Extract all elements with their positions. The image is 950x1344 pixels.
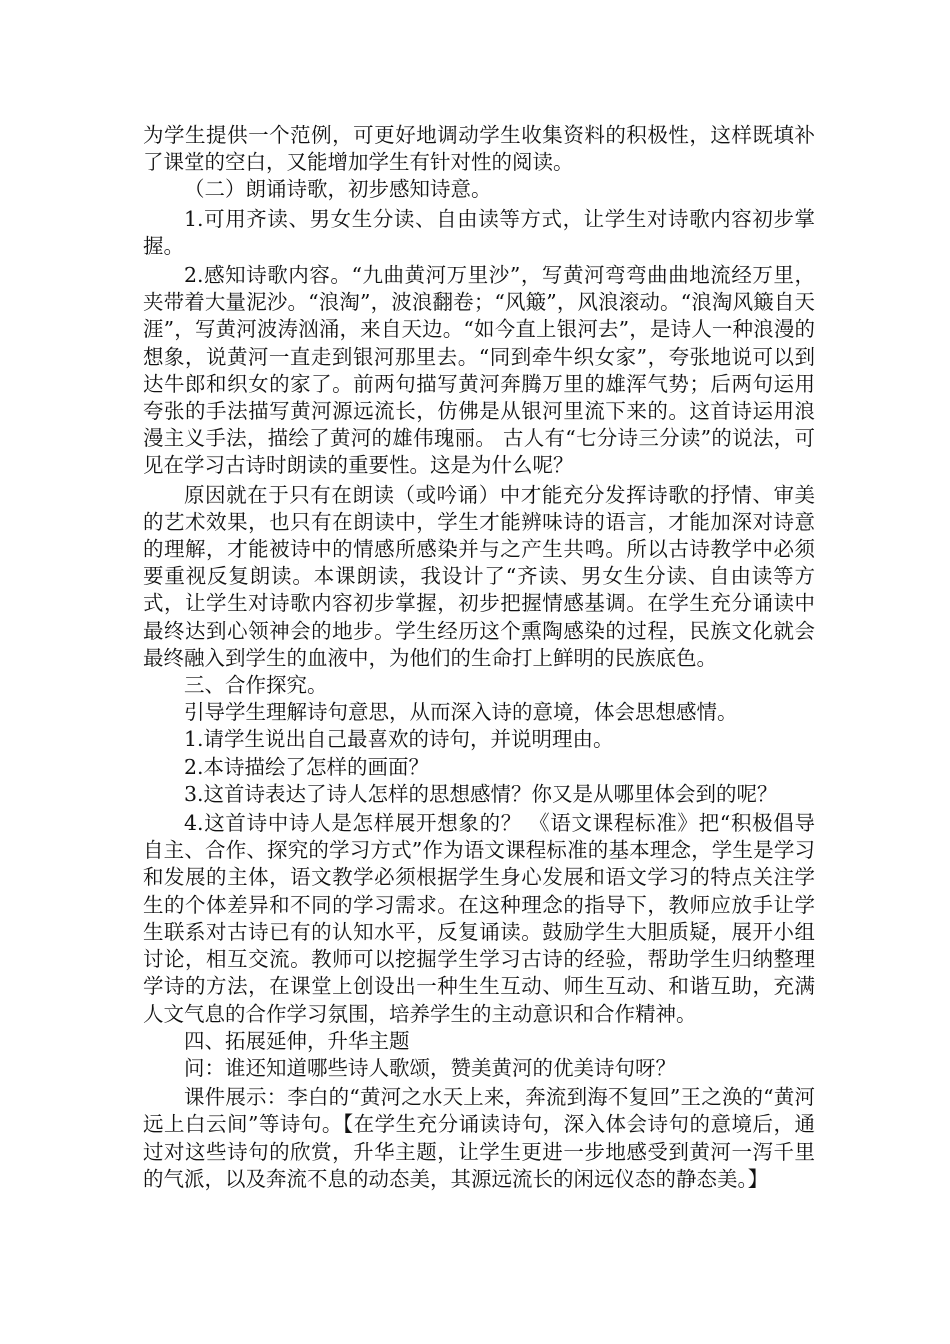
paragraph-reading-reason: 原因就在于只有在朗读（或吟诵）中才能充分发挥诗歌的抒情、审美的艺术效果，也只有在朗读中，学生才能辨味诗的语言，才能加深对诗意的理解，才能被诗中的情感所感染并与之产生共鸣。所以古诗教学中必须要重视反复朗读。本课朗读，我设计了“齐读、男女生分读、自由读等方式，让学生对诗歌内容初步掌握，初步把握情感基调。在学生充分诵读中最终达到心领神会的地步。学生经历这个熏陶感染的过程，民族文化就会最终融入到学生的血液中，为他们的生命打上鲜明的民族底色。 [143, 482, 815, 670]
question-item-4: 4.这首诗中诗人是怎样展开想象的？ 《语文课程标准》把“积极倡导自主、合作、探究的学习方式”作为语文课程标准的基本理念，学生是学习和发展的主体，语文教学必须根据学生身心发展和语文学习的特点关注学生的个体差异和不同的学习需求。在这种理念的指导下，教师应放手让学生联系对古诗已有的认知水平，反复诵读。鼓励学生大胆质疑，展开小组讨论，相互交流。教师可以挖掘学生学习古诗的经验，帮助学生归纳整理学诗的方法，在课堂上创设出一种生生互动、师生互动、和谐互助，充满人文气息的合作学习氛围，培养学生的主动意识和合作精神。 [143, 811, 815, 1026]
question-item-3: 3.这首诗表达了诗人怎样的思想感情？你又是从哪里体会到的呢？ [184, 781, 778, 806]
document-body [143, 122, 815, 1193]
paragraph-continuation: 为学生提供一个范例，可更好地调动学生收集资料的积极性，这样既填补了课堂的空白，又能增加学生有针对性的阅读。 [143, 123, 815, 175]
paragraph-reading-methods: 1.可用齐读、男女生分读、自由读等方式，让学生对诗歌内容初步掌握。 [143, 206, 815, 258]
paragraph-guidance: 引导学生理解诗句意思，从而深入诗的意境，体会思想感情。 [184, 700, 738, 725]
question-item-2: 2.本诗描绘了怎样的画面？ [184, 754, 430, 779]
question-item-1: 1.请学生说出自己最喜欢的诗句，并说明理由。 [184, 727, 614, 752]
section-heading-cooperation: 三、合作探究。 [184, 673, 328, 698]
paragraph-question: 问：谁还知道哪些诗人歌颂，赞美黄河的优美诗句呀？ [184, 1055, 676, 1080]
section-heading-recitation: （二）朗诵诗歌，初步感知诗意。 [184, 177, 492, 202]
paragraph-poem-content: 2.感知诗歌内容。“九曲黄河万里沙”，写黄河弯弯曲曲地流经万里，夹带着大量泥沙。“浪淘”，波浪翻卷；“风簸”，风浪滚动。“浪淘风簸自天涯”，写黄河波涛汹涌，来自天边。“如今直上银河去”，是诗人一种浪漫的想象，说黄河一直走到银河那里去。“同到牵牛织女家”，夸张地说可以到达牛郎和织女的家了。前两句描写黄河奔腾万里的雄浑气势；后两句运用夸张的手法描写黄河源远流长，仿佛是从银河里流下来的。这首诗运用浪漫主义手法，描绘了黄河的雄伟瑰丽。 古人有“七分诗三分读”的说法，可见在学习古诗时朗读的重要性。这是为什么呢？ [143, 263, 815, 478]
paragraph-courseware: 课件展示：李白的“黄河之水天上来，奔流到海不复回”王之涣的“黄河远上白云间”等诗句。【在学生充分诵读诗句，深入体会诗句的意境后，通过对这些诗句的欣赏，升华主题，让学生更进一步地感受到黄河一泻千里的气派，以及奔流不息的动态美，其源远流长的闲远仪态的静态美。】 [143, 1085, 815, 1191]
section-heading-extension: 四、拓展延伸，升华主题 [184, 1028, 410, 1053]
